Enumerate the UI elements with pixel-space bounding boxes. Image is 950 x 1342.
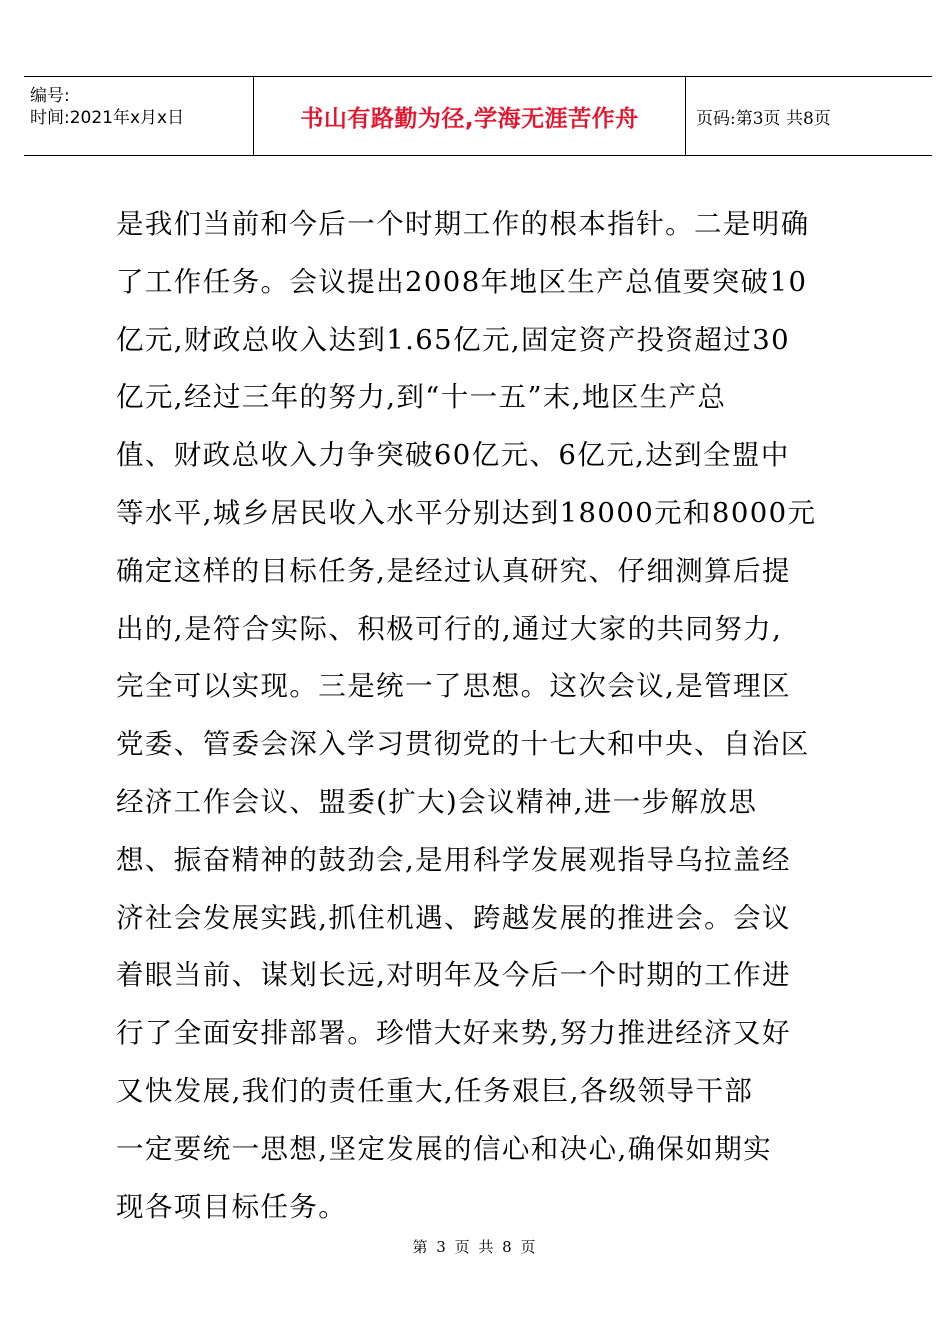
body-line: 亿元,经过三年的努力,到“十一五”末,地区生产总: [116, 381, 727, 414]
page-footer: [0, 1236, 950, 1257]
document-time-label: 时间:2021年x月x日: [30, 108, 185, 128]
footer-page-number: 第 3 页 共 8 页: [412, 1238, 538, 1256]
body-line: 着眼当前、谋划长远,对明年及今后一个时期的工作进: [116, 959, 791, 992]
document-number-label: 编号:: [30, 86, 70, 106]
body-line: 值、财政总收入力争突破60亿元、6亿元,达到全盟中: [116, 439, 790, 472]
header-meta-cell: [24, 77, 254, 155]
body-line: 了工作任务。会议提出2008年地区生产总值要突破10: [116, 265, 808, 298]
body-line: 确定这样的目标任务,是经过认真研究、仔细测算后提: [116, 554, 791, 587]
header-page-info: 页码:第3页 共8页: [696, 108, 831, 129]
document-header: [24, 76, 932, 156]
header-motto: 书山有路勤为径,学海无涯苦作舟: [300, 105, 639, 132]
body-line: 党委、管委会深入学习贯彻党的十七大和中央、自治区: [116, 728, 810, 761]
body-line: 想、振奋精神的鼓劲会,是用科学发展观指导乌拉盖经: [116, 843, 791, 876]
body-line: 是我们当前和今后一个时期工作的根本指针。二是明确: [116, 208, 810, 240]
body-line: 出的,是符合实际、积极可行的,通过大家的共同努力,: [116, 612, 783, 645]
body-line: 行了全面安排部署。珍惜大好来势,努力推进经济又好: [116, 1017, 791, 1050]
body-line: 现各项目标任务。: [116, 1190, 348, 1223]
body-line: 济社会发展实践,抓住机遇、跨越发展的推进会。会议: [116, 901, 791, 934]
body-line: 亿元,财政总收入达到1.65亿元,固定资产投资超过30: [116, 323, 791, 356]
body-line: 等水平,城乡居民收入水平分别达到18000元和8000元: [116, 496, 817, 529]
document-body: [116, 196, 856, 1236]
body-line: 又快发展,我们的责任重大,任务艰巨,各级领导干部: [116, 1074, 754, 1107]
header-page-cell: [686, 77, 932, 155]
body-line: 经济工作会议、盟委(扩大)会议精神,进一步解放思: [116, 785, 758, 818]
body-line: 完全可以实现。三是统一了思想。这次会议,是管理区: [116, 670, 791, 703]
header-motto-cell: [254, 77, 686, 155]
body-line: 一定要统一思想,坚定发展的信心和决心,确保如期实: [116, 1132, 773, 1165]
